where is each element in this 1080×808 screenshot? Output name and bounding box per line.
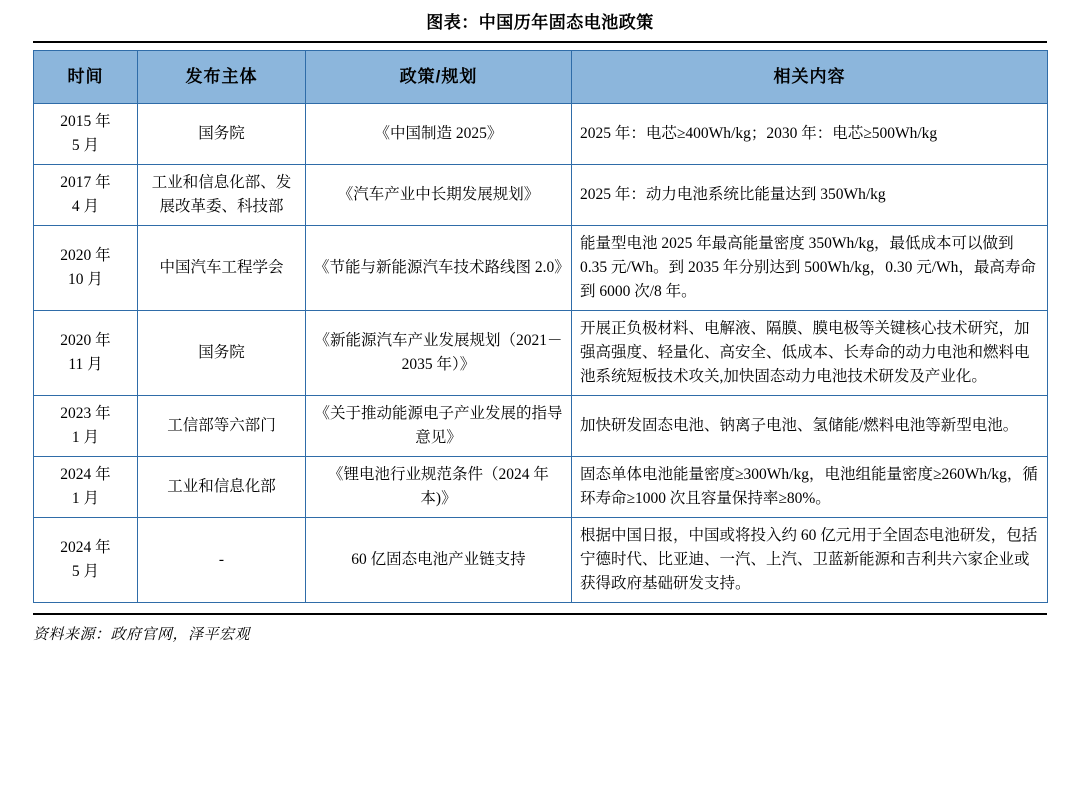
cell-policy: 《中国制造 2025》 xyxy=(306,104,572,165)
table-head xyxy=(34,51,1048,104)
cell-policy: 60 亿固态电池产业链支持 xyxy=(306,518,572,603)
cell-content: 能量型电池 2025 年最高能量密度 350Wh/kg，最低成本可以做到 0.35 元/Wh。到 2035 年分别达到 500Wh/kg，0.30 元/Wh，最高寿命到 6000 次/8 年。 xyxy=(572,226,1048,311)
time-line-2: 10 月 xyxy=(68,271,103,289)
cell-issuer: 国务院 xyxy=(138,311,306,396)
column-header-policy: 政策/规划 xyxy=(306,51,572,104)
cell-policy: 《新能源汽车产业发展规划（2021－2035 年）》 xyxy=(306,311,572,396)
policy-table xyxy=(33,50,1048,603)
cell-time xyxy=(34,165,138,226)
table-body xyxy=(34,104,1048,603)
cell-issuer: 中国汽车工程学会 xyxy=(138,226,306,311)
cell-content: 根据中国日报，中国或将投入约 60 亿元用于全固态电池研发，包括宁德时代、比亚迪、一汽、上汽、卫蓝新能源和吉利共六家企业或获得政府基础研发支持。 xyxy=(572,518,1048,603)
cell-time xyxy=(34,518,138,603)
cell-policy: 《汽车产业中长期发展规划》 xyxy=(306,165,572,226)
cell-policy: 《节能与新能源汽车技术路线图 2.0》 xyxy=(306,226,572,311)
cell-time xyxy=(34,457,138,518)
cell-content: 2025 年：动力电池系统比能量达到 350Wh/kg xyxy=(572,165,1048,226)
table-row xyxy=(34,518,1048,603)
cell-issuer: 国务院 xyxy=(138,104,306,165)
cell-content: 加快研发固态电池、钠离子电池、氢储能/燃料电池等新型电池。 xyxy=(572,396,1048,457)
time-line-1: 2020 年 xyxy=(60,332,111,350)
figure-caption: 图表：中国历年固态电池政策 xyxy=(426,13,654,32)
cell-time xyxy=(34,104,138,165)
table-row xyxy=(34,396,1048,457)
table-row xyxy=(34,457,1048,518)
table-row xyxy=(34,104,1048,165)
time-line-1: 2017 年 xyxy=(60,174,111,192)
cell-issuer: 工业和信息化部、发展改革委、科技部 xyxy=(138,165,306,226)
cell-time xyxy=(34,396,138,457)
time-line-2: 5 月 xyxy=(71,137,100,155)
time-line-1: 2024 年 xyxy=(60,539,111,557)
cell-issuer: - xyxy=(138,518,306,603)
time-line-2: 1 月 xyxy=(71,429,100,447)
policy-table-wrapper xyxy=(33,50,1047,603)
cell-issuer: 工业和信息化部 xyxy=(138,457,306,518)
cell-time xyxy=(34,311,138,396)
time-line-1: 2015 年 xyxy=(60,113,111,130)
column-header-issuer: 发布主体 xyxy=(138,51,306,104)
cell-issuer: 工信部等六部门 xyxy=(138,396,306,457)
time-line-1: 2020 年 xyxy=(60,247,111,265)
time-line-1: 2024 年 xyxy=(60,466,111,484)
column-header-content: 相关内容 xyxy=(572,51,1048,104)
source-block xyxy=(33,613,1047,644)
table-row xyxy=(34,226,1048,311)
time-line-2: 5 月 xyxy=(71,563,100,581)
table-header-row xyxy=(34,51,1048,104)
time-line-2: 11 月 xyxy=(68,356,103,374)
time-line-1: 2023 年 xyxy=(60,405,111,423)
cell-policy: 《关于推动能源电子产业发展的指导意见》 xyxy=(306,396,572,457)
cell-content: 开展正负极材料、电解液、隔膜、膜电极等关键核心技术研究，加强高强度、轻量化、高安全、低成本、长寿命的动力电池和燃料电池系统短板技术攻关,加快固态动力电池技术研发及产业化。 xyxy=(572,311,1048,396)
time-line-2: 4 月 xyxy=(71,198,100,216)
table-row xyxy=(34,311,1048,396)
cell-content: 固态单体电池能量密度≥300Wh/kg，电池组能量密度≥260Wh/kg，循环寿命≥1000 次且容量保持率≥80%。 xyxy=(572,457,1048,518)
time-line-2: 1 月 xyxy=(71,490,100,508)
column-header-time: 时间 xyxy=(34,51,138,104)
cell-time xyxy=(34,226,138,311)
cell-policy: 《锂电池行业规范条件（2024 年本)》 xyxy=(306,457,572,518)
table-row xyxy=(34,165,1048,226)
cell-content: 2025 年：电芯≥400Wh/kg；2030 年：电芯≥500Wh/kg xyxy=(572,104,1048,165)
top-rule xyxy=(33,41,1047,43)
source-note: 资料来源：政府官网，泽平宏观 xyxy=(33,627,251,644)
